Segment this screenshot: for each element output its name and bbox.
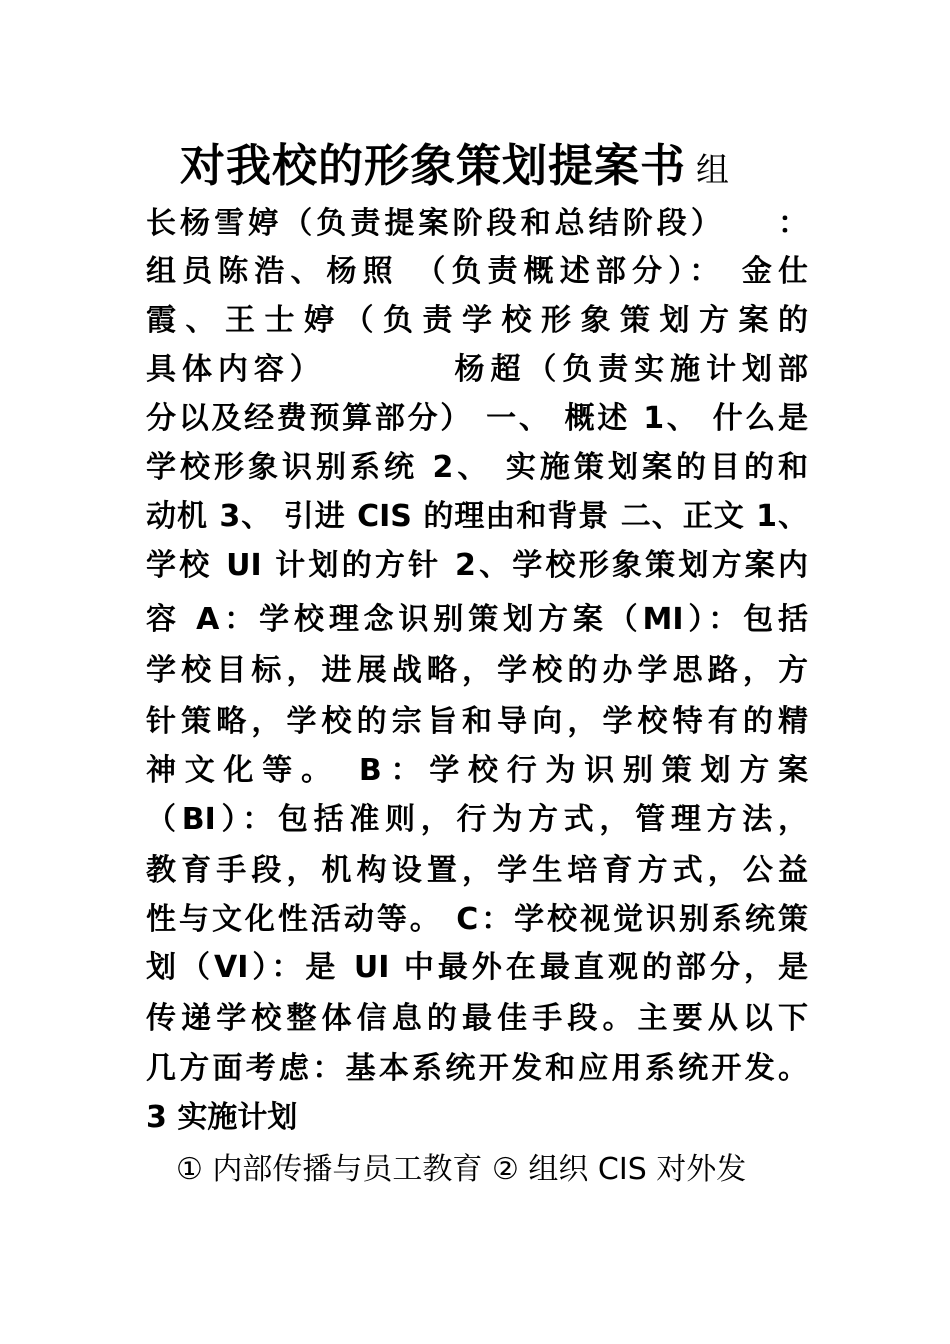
body-line-2: 组员陈浩、杨照 （负责概述部分）： 金仕 (146, 254, 808, 289)
body-line-9: 容 A：学校理念识别策划方案（MI）：包括 (146, 602, 808, 637)
body-line-5: 分以及经费预算部分） 一、 概述 1、 什么是 (146, 401, 808, 436)
body-line-16: 划（VI）：是 UI 中最外在最直观的部分，是 (146, 950, 808, 985)
body-line-10: 学校目标，进展战略，学校的办学思路，方 (146, 653, 808, 688)
body-line-18: 几方面考虑：基本系统开发和应用系统开发。 (146, 1051, 808, 1086)
body-line-6: 学校形象识别系统 2、 实施策划案的目的和 (146, 450, 808, 485)
body-line-17: 传递学校整体信息的最佳手段。主要从以下 (146, 1001, 808, 1036)
title-trailing-text: 组 (696, 150, 730, 189)
section-heading-implementation: 3 实施计划 (146, 1100, 298, 1135)
body-line-12: 神文化等。 B：学校行为识别策划方案 (146, 753, 808, 788)
body-line-20: ① 内部传播与员工教育 ② 组织 CIS 对外发 (146, 1152, 747, 1187)
body-line-15: 性与文化性活动等。 C：学校视觉识别系统策 (146, 902, 808, 937)
body-line-3: 霞、王士婷（负责学校形象策划方案的 (146, 303, 808, 338)
body-line-11: 针策略，学校的宗旨和导向，学校特有的精 (146, 704, 808, 739)
body-line-8: 学校 UI 计划的方针 2、学校形象策划方案内 (146, 548, 808, 583)
document-title: 对我校的形象策划提案书 (180, 139, 687, 192)
body-line-4: 具体内容） 杨超（负责实施计划部 (146, 352, 808, 387)
document-title-line (180, 136, 729, 196)
body-line-13: （BI）：包括准则，行为方式，管理方法， (146, 802, 808, 837)
body-line-7: 动机 3、 引进 CIS 的理由和背景 二、正文 1、 (146, 499, 808, 534)
body-line-1: 长杨雪婷（负责提案阶段和总结阶段） ： (146, 206, 808, 241)
body-line-14: 教育手段，机构设置，学生培育方式，公益 (146, 853, 808, 888)
